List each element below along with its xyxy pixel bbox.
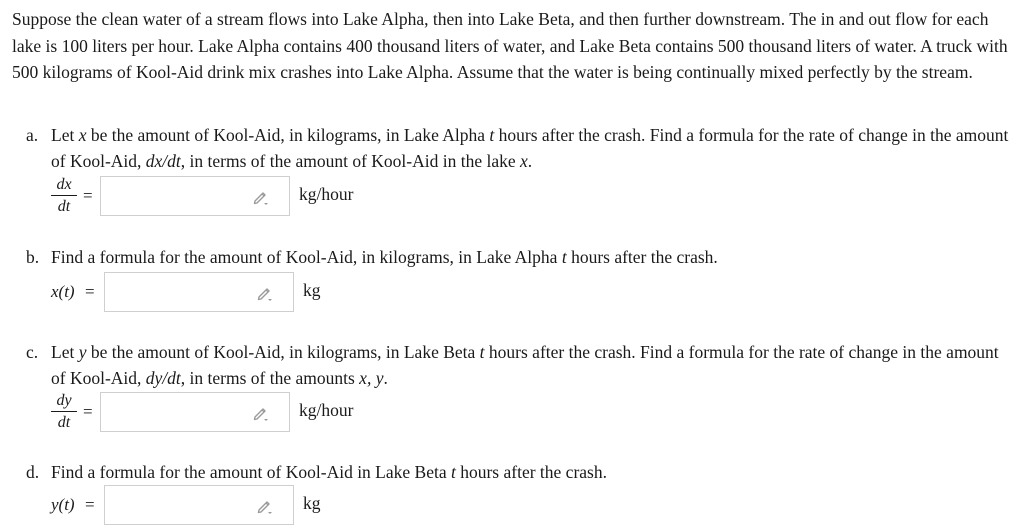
equals-sign: = (85, 282, 95, 301)
answer-box-a[interactable] (100, 176, 290, 216)
part-c-prompt: c. Let y be the amount of Kool-Aid, in kilograms, in Lake Beta t hours after the crash. Find a formula for the rate of change in the amount of Kool-Aid, dy/dt, in terms of the amounts x, y. (26, 339, 1011, 391)
answer-box-b[interactable] (104, 272, 294, 312)
part-letter: b. (26, 247, 40, 267)
equals-sign: = (83, 402, 93, 421)
pencil-icon[interactable] (255, 497, 273, 515)
equals-sign: = (85, 495, 95, 514)
problem-intro: Suppose the clean water of a stream flows into Lake Alpha, then into Lake Beta, and then further downstream. The in and out flow for each lake is 100 liters per hour. Lake Alpha contains 400 thousand liters of water, and Lake Beta contains 500 thousand liters of water. A truck with 500 kilograms of Kool-Aid drink mix crashes into Lake Alpha. Assume that the water is being continually mixed perfectly by the stream. (12, 9, 1008, 82)
answer-box-d[interactable] (104, 485, 294, 525)
part-d (26, 459, 1011, 514)
pencil-icon[interactable] (251, 404, 269, 422)
equals-sign: = (83, 186, 93, 205)
derivative-label: $\frac{dx}{dt}$ (51, 176, 77, 216)
answer-input-c[interactable] (101, 393, 259, 433)
answer-input-d[interactable] (105, 486, 263, 526)
unit-label: kg/hour (299, 400, 354, 420)
part-b-prompt: b. Find a formula for the amount of Kool-Aid, in kilograms, in Lake Alpha t hours after the crash. (26, 244, 1011, 270)
part-letter: c. (26, 342, 39, 362)
answer-input-a[interactable] (101, 177, 259, 217)
pencil-icon[interactable] (251, 188, 269, 206)
unit-label: kg/hour (299, 184, 354, 204)
part-c (26, 339, 1011, 431)
part-letter: a. (26, 125, 39, 145)
unit-label: kg (303, 493, 321, 513)
part-a (26, 122, 1011, 215)
answer-box-c[interactable] (100, 392, 290, 432)
answer-input-b[interactable] (105, 273, 263, 313)
part-letter: d. (26, 462, 40, 482)
function-label: x(t) (51, 282, 75, 301)
derivative-label: $\frac{dy}{dt}$ (51, 392, 77, 432)
part-b (26, 244, 1011, 301)
part-a-prompt: a. Let x be the amount of Kool-Aid, in kilograms, in Lake Alpha t hours after the crash. Find a formula for the rate of change in the amount of Kool-Aid, dx/dt, in terms of the amount of Kool-Aid in the lake x. (26, 122, 1011, 174)
part-d-prompt: d. Find a formula for the amount of Kool-Aid in Lake Beta t hours after the crash. (26, 459, 1011, 485)
pencil-icon[interactable] (255, 284, 273, 302)
function-label: y(t) (51, 495, 75, 514)
unit-label: kg (303, 280, 321, 300)
